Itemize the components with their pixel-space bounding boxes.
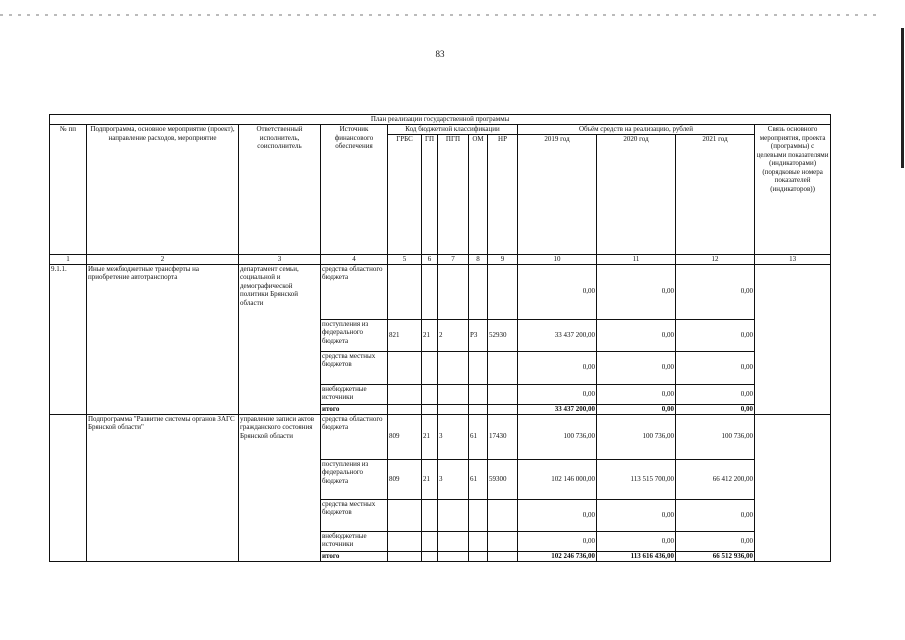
header-volume: Объём средств на реализацию, рублей	[518, 125, 755, 135]
total-y2021: 66 512 936,00	[676, 551, 755, 561]
header-pgp: ПГП	[438, 135, 469, 255]
code-pgp	[438, 531, 469, 551]
code-gp: 21	[422, 414, 438, 459]
header-om: ОМ	[469, 135, 488, 255]
total-empty-code	[438, 551, 469, 561]
total-empty-code	[488, 551, 518, 561]
code-pgp	[438, 384, 469, 404]
code-np: 52930	[488, 319, 518, 351]
code-om	[469, 499, 488, 531]
amount-y2021: 0,00	[676, 499, 755, 531]
header-grbs: ГРБС	[388, 135, 422, 255]
column-number: 9	[488, 255, 518, 265]
column-number: 6	[422, 255, 438, 265]
column-number: 4	[321, 255, 388, 265]
column-number: 5	[388, 255, 422, 265]
row-number	[50, 414, 87, 561]
amount-y2020: 0,00	[597, 264, 676, 319]
total-empty-code	[388, 551, 422, 561]
scan-artifact-line	[0, 14, 880, 16]
code-np: 59300	[488, 459, 518, 499]
funding-source: средства областного бюджета	[321, 414, 388, 459]
code-om: Р3	[469, 319, 488, 351]
code-gp: 21	[422, 459, 438, 499]
code-om	[469, 531, 488, 551]
column-number: 3	[239, 255, 321, 265]
scan-edge-mark	[901, 28, 904, 168]
amount-y2019: 0,00	[518, 531, 597, 551]
amount-y2020: 0,00	[597, 319, 676, 351]
amount-y2021: 0,00	[676, 319, 755, 351]
total-label: итого	[321, 404, 388, 414]
total-y2020: 0,00	[597, 404, 676, 414]
executor: департамент семьи, социальной и демографической политики Брянской области	[239, 264, 321, 414]
header-2021: 2021 год	[676, 135, 755, 255]
code-np	[488, 499, 518, 531]
column-number: 7	[438, 255, 469, 265]
activity-name: Подпрограмма "Развитие системы органов ЗАГС Брянской области"	[87, 414, 239, 561]
total-empty-code	[422, 551, 438, 561]
funding-source: внебюджетные источники	[321, 384, 388, 404]
code-pgp	[438, 264, 469, 319]
code-pgp: 3	[438, 414, 469, 459]
amount-y2021: 66 412 200,00	[676, 459, 755, 499]
code-grbs	[388, 499, 422, 531]
code-grbs	[388, 384, 422, 404]
code-grbs	[388, 264, 422, 319]
indicator-link	[755, 264, 831, 414]
code-np	[488, 351, 518, 384]
amount-y2020: 113 515 700,00	[597, 459, 676, 499]
activity-name: Иные межбюджетные трансферты на приобретение автотранспорта	[87, 264, 239, 414]
code-pgp	[438, 499, 469, 531]
table-row	[50, 264, 831, 319]
header-executor: Ответственный исполнитель, соисполнитель	[239, 125, 321, 255]
amount-y2019: 0,00	[518, 264, 597, 319]
code-np	[488, 531, 518, 551]
header-gp: ГП	[422, 135, 438, 255]
total-empty-code	[438, 404, 469, 414]
total-y2020: 113 616 436,00	[597, 551, 676, 561]
code-np	[488, 384, 518, 404]
header-row-1	[50, 125, 831, 135]
amount-y2019: 33 437 200,00	[518, 319, 597, 351]
total-y2021: 0,00	[676, 404, 755, 414]
total-empty-code	[422, 404, 438, 414]
column-number: 1	[50, 255, 87, 265]
header-num: № пп	[50, 125, 87, 255]
table-row	[50, 414, 831, 459]
funding-source: поступления из федерального бюджета	[321, 459, 388, 499]
code-gp	[422, 351, 438, 384]
header-source: Источник финансового обеспечения	[321, 125, 388, 255]
code-np	[488, 264, 518, 319]
amount-y2020: 0,00	[597, 384, 676, 404]
column-number: 13	[755, 255, 831, 265]
total-y2019: 102 246 736,00	[518, 551, 597, 561]
code-gp: 21	[422, 319, 438, 351]
column-number: 8	[469, 255, 488, 265]
header-2019: 2019 год	[518, 135, 597, 255]
total-empty-code	[488, 404, 518, 414]
code-gp	[422, 264, 438, 319]
funding-source: внебюджетные источники	[321, 531, 388, 551]
amount-y2020: 100 736,00	[597, 414, 676, 459]
code-gp	[422, 384, 438, 404]
executor: управление записи актов гражданского состояния Брянской области	[239, 414, 321, 561]
amount-y2019: 0,00	[518, 384, 597, 404]
code-om	[469, 351, 488, 384]
total-label: итого	[321, 551, 388, 561]
total-y2019: 33 437 200,00	[518, 404, 597, 414]
code-pgp: 2	[438, 319, 469, 351]
amount-y2020: 0,00	[597, 351, 676, 384]
amount-y2021: 0,00	[676, 384, 755, 404]
total-empty-code	[469, 404, 488, 414]
column-number: 11	[597, 255, 676, 265]
code-om: 61	[469, 414, 488, 459]
header-link: Связь основного мероприятия, проекта (программы) с целевыми показателями (индикаторами) (порядковые номера показателей (индикаторов))	[755, 125, 831, 255]
header-np: НР	[488, 135, 518, 255]
amount-y2020: 0,00	[597, 531, 676, 551]
header-2020: 2020 год	[597, 135, 676, 255]
amount-y2019: 0,00	[518, 351, 597, 384]
funding-source: средства местных бюджетов	[321, 351, 388, 384]
amount-y2021: 0,00	[676, 351, 755, 384]
indicator-link	[755, 414, 831, 561]
funding-source: поступления из федерального бюджета	[321, 319, 388, 351]
funding-source: средства местных бюджетов	[321, 499, 388, 531]
amount-y2021: 0,00	[676, 264, 755, 319]
amount-y2021: 100 736,00	[676, 414, 755, 459]
table-title-row	[50, 115, 831, 125]
code-grbs: 821	[388, 319, 422, 351]
table-title: План реализации государственной программы	[50, 115, 831, 125]
amount-y2019: 0,00	[518, 499, 597, 531]
amount-y2021: 0,00	[676, 531, 755, 551]
code-pgp: 3	[438, 459, 469, 499]
code-np: 17430	[488, 414, 518, 459]
amount-y2019: 100 736,00	[518, 414, 597, 459]
amount-y2020: 0,00	[597, 499, 676, 531]
column-number: 12	[676, 255, 755, 265]
total-empty-code	[388, 404, 422, 414]
column-number: 10	[518, 255, 597, 265]
code-grbs: 809	[388, 414, 422, 459]
column-number: 2	[87, 255, 239, 265]
column-number-row	[50, 255, 831, 265]
code-om: 61	[469, 459, 488, 499]
code-grbs: 809	[388, 459, 422, 499]
code-grbs	[388, 531, 422, 551]
amount-y2019: 102 146 000,00	[518, 459, 597, 499]
code-om	[469, 384, 488, 404]
code-grbs	[388, 351, 422, 384]
code-pgp	[438, 351, 469, 384]
code-om	[469, 264, 488, 319]
page-number: 83	[435, 49, 445, 59]
plan-table	[49, 114, 831, 562]
code-gp	[422, 499, 438, 531]
total-empty-code	[469, 551, 488, 561]
row-number: 9.1.1.	[50, 264, 87, 414]
code-gp	[422, 531, 438, 551]
funding-source: средства областного бюджета	[321, 264, 388, 319]
header-budget-code: Код бюджетной классификации	[388, 125, 518, 135]
header-subprogram: Подпрограмма, основное мероприятие (проект), направление расходов, мероприятие	[87, 125, 239, 255]
